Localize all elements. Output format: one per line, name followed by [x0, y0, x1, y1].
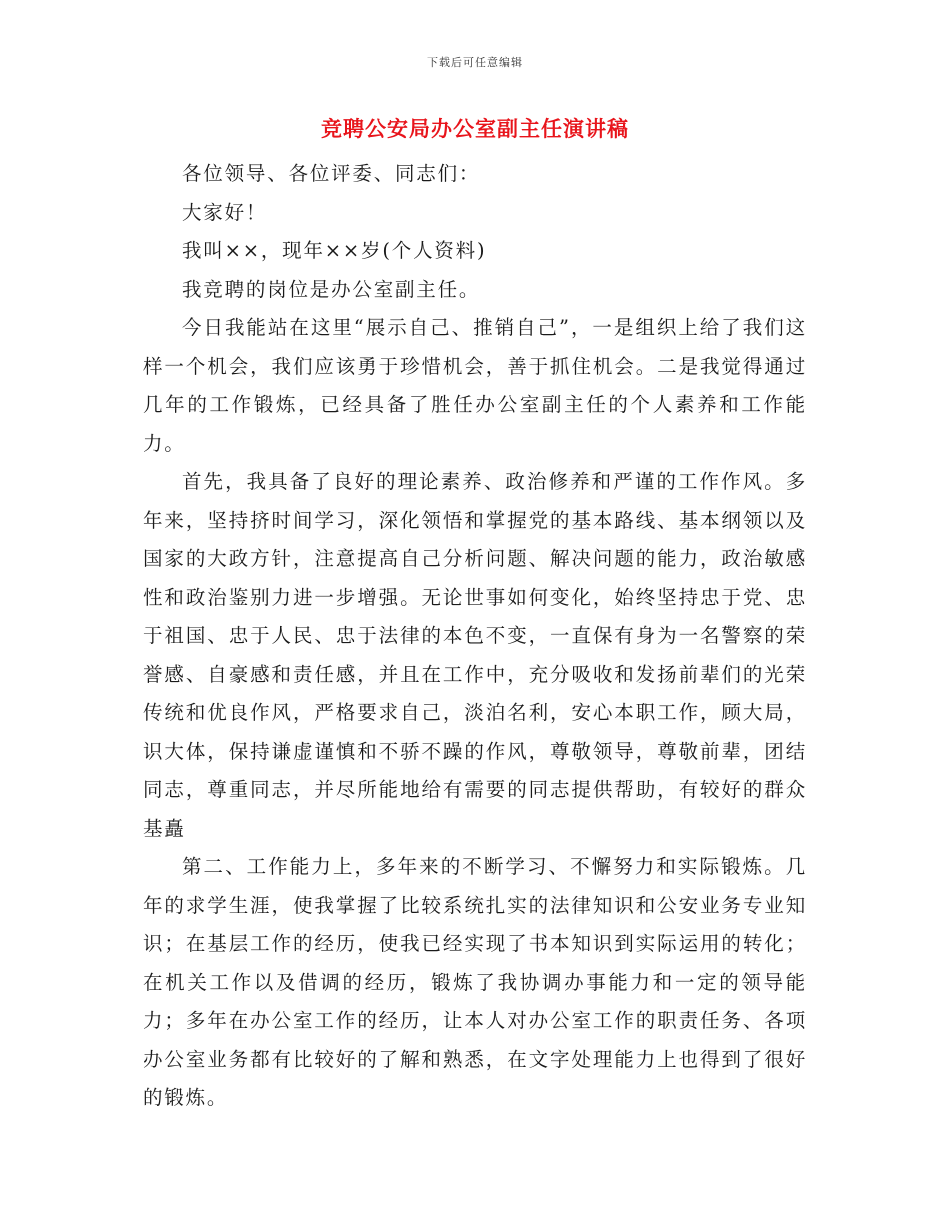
- header-note: 下载后可任意编辑: [427, 56, 523, 69]
- paragraph-second-point: 第二、工作能力上，多年来的不断学习、不懈努力和实际锻炼。几年的求学生涯，使我掌握了比较系统扎实的法律知识和公安业务专业知识；在基层工作的经历，使我已经实现了书本知识到实际运用的转化；在机关工作以及借调的经历，锻炼了我协调办事能力和一定的领导能力；多年在办公室工作的经历，让本人对办公室工作的职责任务、各项办公室业务都有比较好的了解和熟悉，在文字处理能力上也得到了很好的锻炼。: [143, 855, 807, 1109]
- paragraph-self-intro: 我叫××，现年××岁(个人资料): [182, 239, 487, 262]
- paragraph-first-point: 首先，我具备了良好的理论素养、政治修养和严谨的工作作风。多年来，坚持挤时间学习，深化领悟和掌握党的基本路线、基本纲领以及国家的大政方针，注意提高自己分析问题、解决问题的能力，政治敏感性和政治鉴别力进一步增强。无论世事如何变化，始终坚持忠于党、忠于祖国、忠于人民、忠于法律的本色不变，一直保有身为一名警察的荣誉感、自豪感和责任感，并且在工作中，充分吸收和发扬前辈们的光荣传统和优良作风，严格要求自己，淡泊名利，安心本职工作，顾大局，识大体，保持谦虚谨慎和不骄不躁的作风，尊敬领导，尊敬前辈，团结同志，尊重同志，并尽所能地给有需要的同志提供帮助，有较好的群众基矗: [143, 470, 807, 840]
- paragraph-greeting: 大家好！: [182, 200, 268, 224]
- paragraph-opening: 今日我能站在这里“展示自己、推销自己”，一是组织上给了我们这样一个机会，我们应该勇于珍惜机会，善于抓住机会。二是我觉得通过几年的工作锻炼，已经具备了胜任办公室副主任的个人素养和工作能力。: [143, 316, 807, 455]
- document-title: 竞聘公安局办公室副主任演讲稿: [321, 116, 629, 141]
- paragraph-salutation: 各位领导、各位评委、同志们：: [182, 162, 481, 185]
- document-body: [143, 155, 807, 1118]
- paragraph-position: 我竞聘的岗位是办公室副主任。: [182, 277, 481, 301]
